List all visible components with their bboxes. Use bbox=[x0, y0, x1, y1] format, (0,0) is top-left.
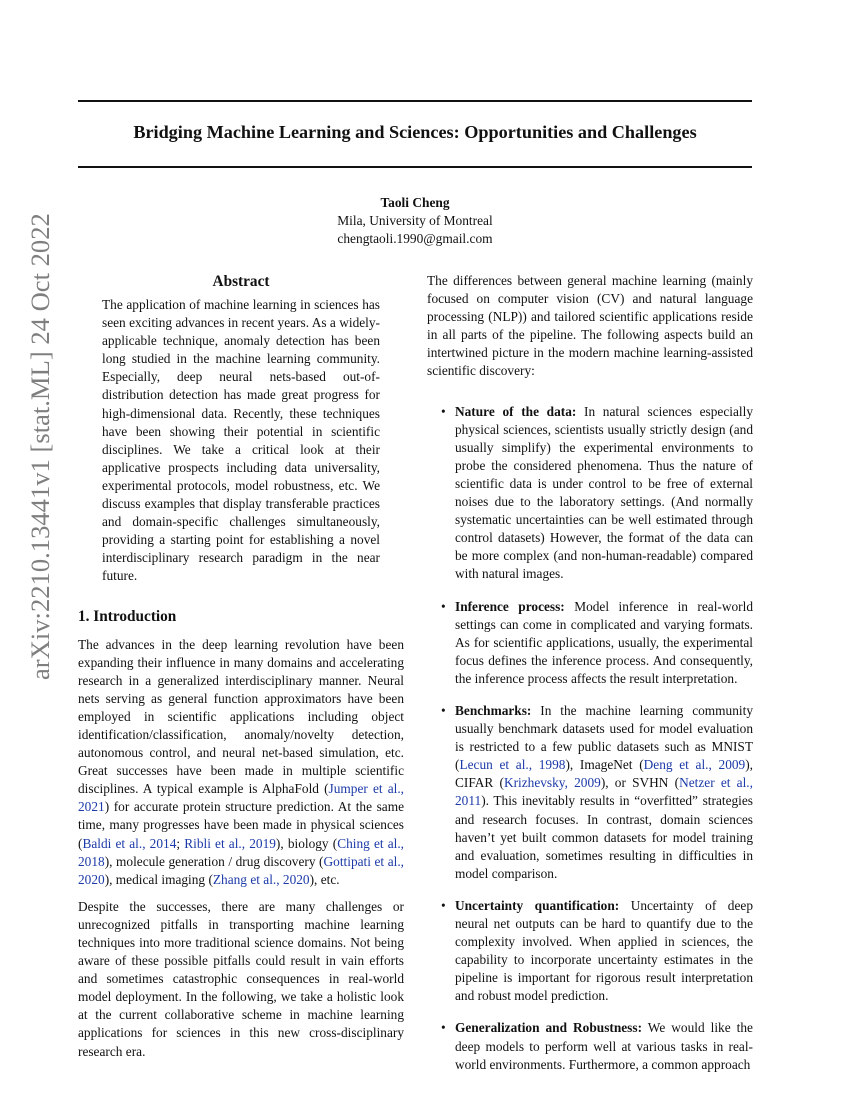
citation-ching[interactable]: Ching et al., 2018 bbox=[78, 835, 404, 869]
bullet-icon: • bbox=[441, 702, 446, 718]
intro-p1-text-4: ), biology ( bbox=[275, 835, 338, 851]
list-item-generalization-robustness bbox=[441, 1019, 753, 1073]
bullet-icon: • bbox=[441, 598, 446, 614]
author-email[interactable]: chengtaoli.1990@gmail.com bbox=[337, 231, 493, 246]
bullet-text-3: ), CIFAR ( bbox=[455, 757, 753, 791]
author-name: Taoli Cheng bbox=[380, 195, 450, 210]
author-block bbox=[78, 194, 752, 248]
bullet-text-5: ). This inevitably results in “overfitted” strategies and research focuses. In contrast, domain sciences haven’t yet built common datasets for model training and evaluation, sometimes resulting in difficulties in model comparison. bbox=[455, 793, 753, 881]
intro-p1-text-6: ), medical imaging ( bbox=[104, 871, 213, 887]
citation-baldi[interactable]: Baldi et al., 2014 bbox=[82, 835, 177, 851]
paper-title: Bridging Machine Learning and Sciences: Opportunities and Challenges bbox=[133, 122, 697, 142]
author-affiliation: Mila, University of Montreal bbox=[337, 213, 493, 228]
intro-p1-text-1: The advances in the deep learning revolution have been expanding their influence in many domains and accelerating research in a generalized interdisciplinary manner. Neural nets serving as general function approximators have been employed in scientific applications including object identification/classification, anomaly/novelty detection, autonomous control, and neural net-based simulation, etc. Great successes have been made in multiple scientific disciplines. A typical example is AlphaFold ( bbox=[78, 636, 404, 797]
citation-ribli[interactable]: Ribli et al., 2019 bbox=[184, 835, 276, 851]
citation-lecun[interactable]: Lecun et al., 1998 bbox=[459, 757, 566, 773]
list-item-uncertainty-quantification bbox=[441, 897, 753, 1006]
arxiv-identifier: arXiv:2210.13441v1 [stat.ML] 24 Oct 2022 bbox=[25, 213, 55, 680]
bullet-heading: Inference process: bbox=[455, 598, 565, 614]
bullet-icon: • bbox=[441, 1020, 446, 1036]
bullet-text-2: ), ImageNet ( bbox=[565, 757, 644, 773]
intro-p1-text-5: ), molecule generation / drug discovery ( bbox=[104, 853, 324, 869]
bullet-text: We would like the deep models to perform well at various tasks in real-world environments. Furthermore, a common approach bbox=[455, 1020, 753, 1072]
citation-zhang[interactable]: Zhang et al., 2020 bbox=[212, 871, 310, 887]
citation-deng[interactable]: Deng et al., 2009 bbox=[643, 757, 746, 773]
introduction-heading: 1. Introduction bbox=[78, 607, 177, 625]
bullet-heading: Benchmarks: bbox=[455, 702, 532, 718]
intro-paragraph-3: The differences between general machine learning (mainly focused on computer vision (CV) and natural language processing (NLP)) and tailored scientific applications reside in all parts of the pipeline. The following aspects build an intertwined picture in the modern machine learning-assisted scientific discovery: bbox=[427, 273, 753, 379]
abstract-heading: Abstract bbox=[212, 273, 270, 290]
aspect-list bbox=[427, 403, 753, 1074]
intro-p1-text-2: ) for accurate protein structure prediction. At the same time, many progresses have been made in physical sciences ( bbox=[78, 799, 404, 851]
list-item-benchmarks bbox=[441, 702, 753, 883]
bullet-heading: Uncertainty quantification: bbox=[455, 897, 620, 913]
citation-netzer[interactable]: Netzer et al., 2011 bbox=[455, 775, 753, 809]
bullet-text: Uncertainty of deep neural net outputs can be hard to quantify due to the complexity involved. When applied in sciences, the capability to incorporate uncertainty estimates in the pipeline is important for rigorous result interpretation and robust model prediction. bbox=[455, 897, 753, 1004]
bullet-icon: • bbox=[441, 403, 446, 419]
title-rule-bottom bbox=[78, 166, 752, 168]
bullet-heading: Nature of the data: bbox=[455, 403, 577, 419]
right-column bbox=[427, 272, 753, 1088]
intro-paragraph-1 bbox=[78, 636, 404, 889]
title-rule-top bbox=[78, 100, 752, 102]
bullet-text-1: In the machine learning community usually benchmark datasets used for model evaluation is restricted to a few public datasets such as MNIST ( bbox=[455, 702, 753, 773]
intro-p1-text-3: ; bbox=[176, 835, 185, 851]
bullet-text: In natural sciences especially physical sciences, scientists usually strictly design (and usually simplify) the experimental environments to probe the considered phenomena. Thus the nature of scientific data is under control to be free of external noises due to the laboratory settings. (And normally systematic uncertainties can be well estimated through control datasets) However, the format of the data can be more complex (and non-human-readable) compared with natural images. bbox=[455, 403, 753, 582]
citation-gottipati[interactable]: Gottipati et al., 2020 bbox=[78, 853, 404, 887]
citation-jumper[interactable]: Jumper et al., 2021 bbox=[78, 781, 404, 815]
abstract-text: The application of machine learning in sciences has seen exciting advances in recent years. As a widely-applicable technique, anomaly detection has been long studied in the machine learning community. Especially, deep neural nets-based out-of-distribution detection has made great progress for high-dimensional data. Recently, these techniques have been showing their potential in scientific disciplines. We take a critical look at their applicative prospects including data universality, experimental protocols, model robustness, etc. We discuss examples that display transferable practices and domain-specific challenges simultaneously, providing a starting point for establishing a novel interdisciplinary research paradigm in the near future. bbox=[102, 297, 380, 584]
bullet-icon: • bbox=[441, 897, 446, 913]
intro-p1-text-7: ), etc. bbox=[309, 871, 340, 887]
bullet-heading: Generalization and Robustness: bbox=[455, 1020, 643, 1036]
intro-paragraph-2: Despite the successes, there are many challenges or unrecognized pitfalls in transporting machine learning techniques into more traditional science domains. Not being aware of these possible pitfalls could result in vain efforts and sometimes catastrophic consequences in real-world model deployment. In the following, we take a holistic look at the current collaborative scheme in machine learning applications for sciences in this new cross-disciplinary research era. bbox=[78, 898, 404, 1059]
citation-krizhevsky[interactable]: Krizhevsky, 2009 bbox=[503, 775, 601, 791]
bullet-text-4: ), or SVHN ( bbox=[600, 775, 680, 791]
list-item-inference-process bbox=[441, 598, 753, 688]
bullet-text: Model inference in real-world settings can come in complicated and varying formats. As for scientific applications, usually, the experimental focus defines the inference process. And consequently, the inference process affects the result interpretation. bbox=[455, 598, 753, 686]
list-item-nature-of-data bbox=[441, 403, 753, 584]
left-column bbox=[78, 272, 404, 1070]
